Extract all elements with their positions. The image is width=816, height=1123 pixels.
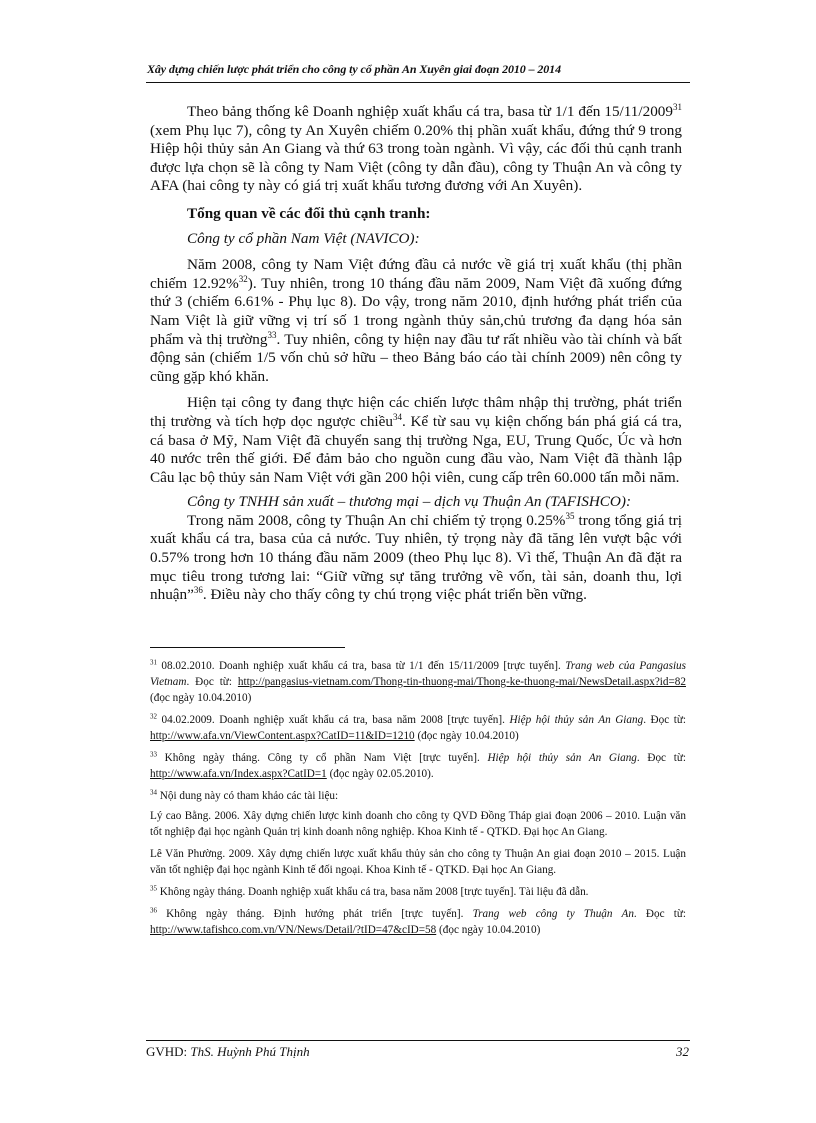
paragraph-4-text-a: Trong năm 2008, công ty Thuận An chỉ chiếm tỷ trọng 0.25%: [187, 511, 566, 529]
footnote-link[interactable]: http://www.afa.vn/Index.aspx?CatID=1: [150, 768, 327, 780]
footnote-text: Không ngày tháng. Doanh nghiệp xuất khẩu cá tra, basa năm 2008 [trực tuyến]. Tài liệu đã dẫn.: [157, 886, 589, 898]
footnote-32: [150, 712, 686, 744]
footnote-ref-33[interactable]: 33: [267, 329, 277, 340]
footnote-number: 31: [150, 658, 157, 667]
paragraph-1-text-a: Theo bảng thống kê Doanh nghiệp xuất khẩu cá tra, basa từ 1/1 đến 15/11/2009: [187, 103, 673, 120]
footnote-source: Hiệp hội thủy sản An Giang: [509, 714, 644, 726]
footnote-35: [150, 884, 686, 900]
footnote-number: 34: [150, 788, 157, 797]
footer-advisor-label: GVHD:: [146, 1044, 191, 1059]
footnote-number: 32: [150, 712, 157, 721]
footnote-source: Trang web của Pangasius Vietnam: [150, 660, 686, 688]
paragraph-2-text-b: ). Tuy nhiên, trong 10 tháng đầu năm 2009, Nam Việt đã xuống đứng thứ 3 (chiếm 6.61% - Phụ lục 8). Do vậy, trong năm 2010, định hướng phát triển của Nam Việt là giữ vững vị trí số 1 trong ngành thủy sản,chủ trương đa dạng hóa sản phẩm và thị trường: [150, 274, 682, 348]
paragraph-1-text-b: (xem Phụ lục 7), công ty An Xuyên chiếm 0.20% thị phần xuất khẩu, đứng thứ 9 trong Hiệp hội thủy sản An Giang và thứ 63 trong toàn ngành. Vì vậy, các đối thủ cạnh tranh được lựa chọn sẽ là công ty Nam Việt (công ty dẫn đầu), công ty Thuận An và công ty AFA (hai công ty này có giá trị xuất khẩu tương đương với An Xuyên).: [150, 121, 682, 195]
footnote-link[interactable]: http://pangasius-vietnam.com/Thong-tin-thuong-mai/Thong-ke-thuong-mai/NewsDetail.aspx?id=82: [237, 676, 686, 688]
footnote-source: Hiệp hội thủy sản An Giang: [487, 752, 637, 764]
footnote-34: [150, 788, 686, 804]
footnote-ref-36[interactable]: 36: [193, 585, 203, 596]
footnote-36: [150, 906, 686, 938]
footnotes: [150, 658, 686, 944]
section-heading: Tổng quan về các đối thủ cạnh tranh:: [187, 204, 431, 222]
header-rule: [146, 82, 690, 83]
footnote-ref-31[interactable]: 31: [673, 101, 682, 112]
footnote-lead: . Đọc từ:: [636, 752, 686, 764]
paragraph-2-text-c: . Tuy nhiên, công ty hiện nay đầu tư rất nhiều vào tài chính và bất động sản (chiếm 1/5 vốn chủ sở hữu – theo Bảng báo cáo tài chính 2009) nên công ty cũng gặp khó khăn.: [150, 330, 682, 385]
footnote-date: (đọc ngày 02.05.2010).: [326, 768, 434, 780]
paragraph-3-text-a: Hiện tại công ty đang thực hiện các chiến lược thâm nhập thị trường, phát triển thị trường và tích hợp dọc ngược chiều: [150, 394, 682, 430]
footnote-link[interactable]: http://www.tafishco.com.vn/VN/News/Detail/?tID=47&cID=58: [150, 924, 437, 936]
footnote-date: (đọc ngày 10.04.2010): [436, 924, 541, 936]
footnote-ref-34[interactable]: 34: [392, 411, 402, 422]
footer-advisor-name: ThS. Huỳnh Phú Thịnh: [190, 1044, 310, 1059]
footnote-lead: . Đọc từ:: [633, 908, 687, 920]
company-heading-tafishco: Công ty TNHH sản xuất – thương mại – dịch vụ Thuận An (TAFISHCO):: [187, 493, 632, 511]
footnote-source: Trang web công ty Thuận An: [472, 908, 634, 920]
footnote-ref-32[interactable]: 32: [238, 273, 248, 284]
footnote-number: 36: [150, 906, 157, 915]
footnote-ref-35[interactable]: 35: [565, 510, 575, 521]
footnote-text: Không ngày tháng. Công ty cổ phần Nam Việt [trực tuyến].: [157, 752, 488, 764]
paragraph-2-text-a: Năm 2008, công ty Nam Việt đứng đầu cả nước về giá trị xuất khẩu (thị phần chiếm 12.92%: [150, 256, 682, 292]
paragraph-3: [150, 394, 682, 487]
footnote-lead: . Đọc từ:: [643, 714, 686, 726]
footnote-text: 04.02.2009. Doanh nghiệp xuất khẩu cá tra, basa năm 2008 [trực tuyến].: [157, 714, 510, 726]
company-heading-navico: Công ty cổ phần Nam Việt (NAVICO):: [187, 229, 420, 247]
footnote-date: (đọc ngày 10.04.2010): [414, 730, 519, 742]
footnote-number: 35: [150, 884, 157, 893]
paragraph-3-text-b: . Kể từ sau vụ kiện chống bán phá giá cá tra, cá basa ở Mỹ, Nam Việt đã chuyển sang thị trường Nga, EU, Trung Quốc, Úc và hơn 40 nước trên thế giới. Để đảm bảo cho nguồn cung đầu vào, Nam Việt đã thành lập Câu lạc bộ thủy sản Nam Việt với gần 200 hội viên, cung cấp trên 60.000 tấn mỗi năm.: [150, 412, 682, 486]
footnote-lead: . Đọc từ:: [186, 676, 238, 688]
paragraph-4-text-c: . Điều này cho thấy công ty chú trọng việc phát triển bền vững.: [202, 586, 587, 604]
page-number: 32: [676, 1044, 689, 1059]
footnote-text: 08.02.2010. Doanh nghiệp xuất khẩu cá tra, basa từ 1/1 đến 15/11/2009 [trực tuyến].: [157, 660, 566, 672]
footnote-separator: [150, 647, 345, 648]
footer-advisor: [146, 1044, 310, 1060]
paragraph-1: [150, 103, 682, 196]
footnote-text: Không ngày tháng. Định hướng phát triển [trực tuyến].: [157, 908, 473, 920]
footnote-date: (đọc ngày 10.04.2010): [150, 692, 252, 704]
body-text: [150, 103, 682, 605]
paragraph-2: [150, 256, 682, 386]
footnote-link[interactable]: http://www.afa.vn/ViewContent.aspx?CatID=11&ID=1210: [150, 730, 415, 742]
footnote-34-reference-2: Lê Văn Phường. 2009. Xây dựng chiến lược xuất khẩu thủy sản cho công ty Thuận An giai đoạn 2010 – 2015. Luận văn tốt nghiệp đại học ngành Kinh tế đối ngoại. Khoa Kinh tế - QTKD. Đại học An Giang.: [150, 848, 686, 876]
page-header-title: Xây dựng chiến lược phát triển cho công ty cổ phần An Xuyên giai đoạn 2010 – 2014: [147, 62, 561, 76]
paragraph-4-text-b: trong tổng giá trị xuất khẩu cá tra, basa của cả nước. Tuy nhiên, tỷ trọng này đã tăng lên vượt bậc với 0.57% trong hơn 10 tháng đầu năm 2009 (theo Phụ lục 8). Vì thế, Thuận An đã đặt ra mục tiêu trong tương lai: “Giữ vững sự tăng trưởng về vốn, tài sản, doanh thu, lợi nhuận”: [150, 511, 682, 604]
footnote-number: 33: [150, 750, 157, 759]
footnote-34-reference-1: Lý cao Bằng. 2006. Xây dựng chiến lược kinh doanh cho công ty QVD Đồng Tháp giai đoạn 2006 – 2010. Luận văn tốt nghiệp đại học ngành Quản trị kinh doanh nông nghiệp. Khoa Kinh tế - QTKD. Đại học An Giang.: [150, 810, 686, 838]
footnote-text: Nội dung này có tham khảo các tài liệu:: [157, 790, 339, 802]
footnote-31: [150, 658, 686, 706]
footer-rule: [146, 1040, 690, 1041]
paragraph-4: [150, 512, 682, 605]
footnote-33: [150, 750, 686, 782]
